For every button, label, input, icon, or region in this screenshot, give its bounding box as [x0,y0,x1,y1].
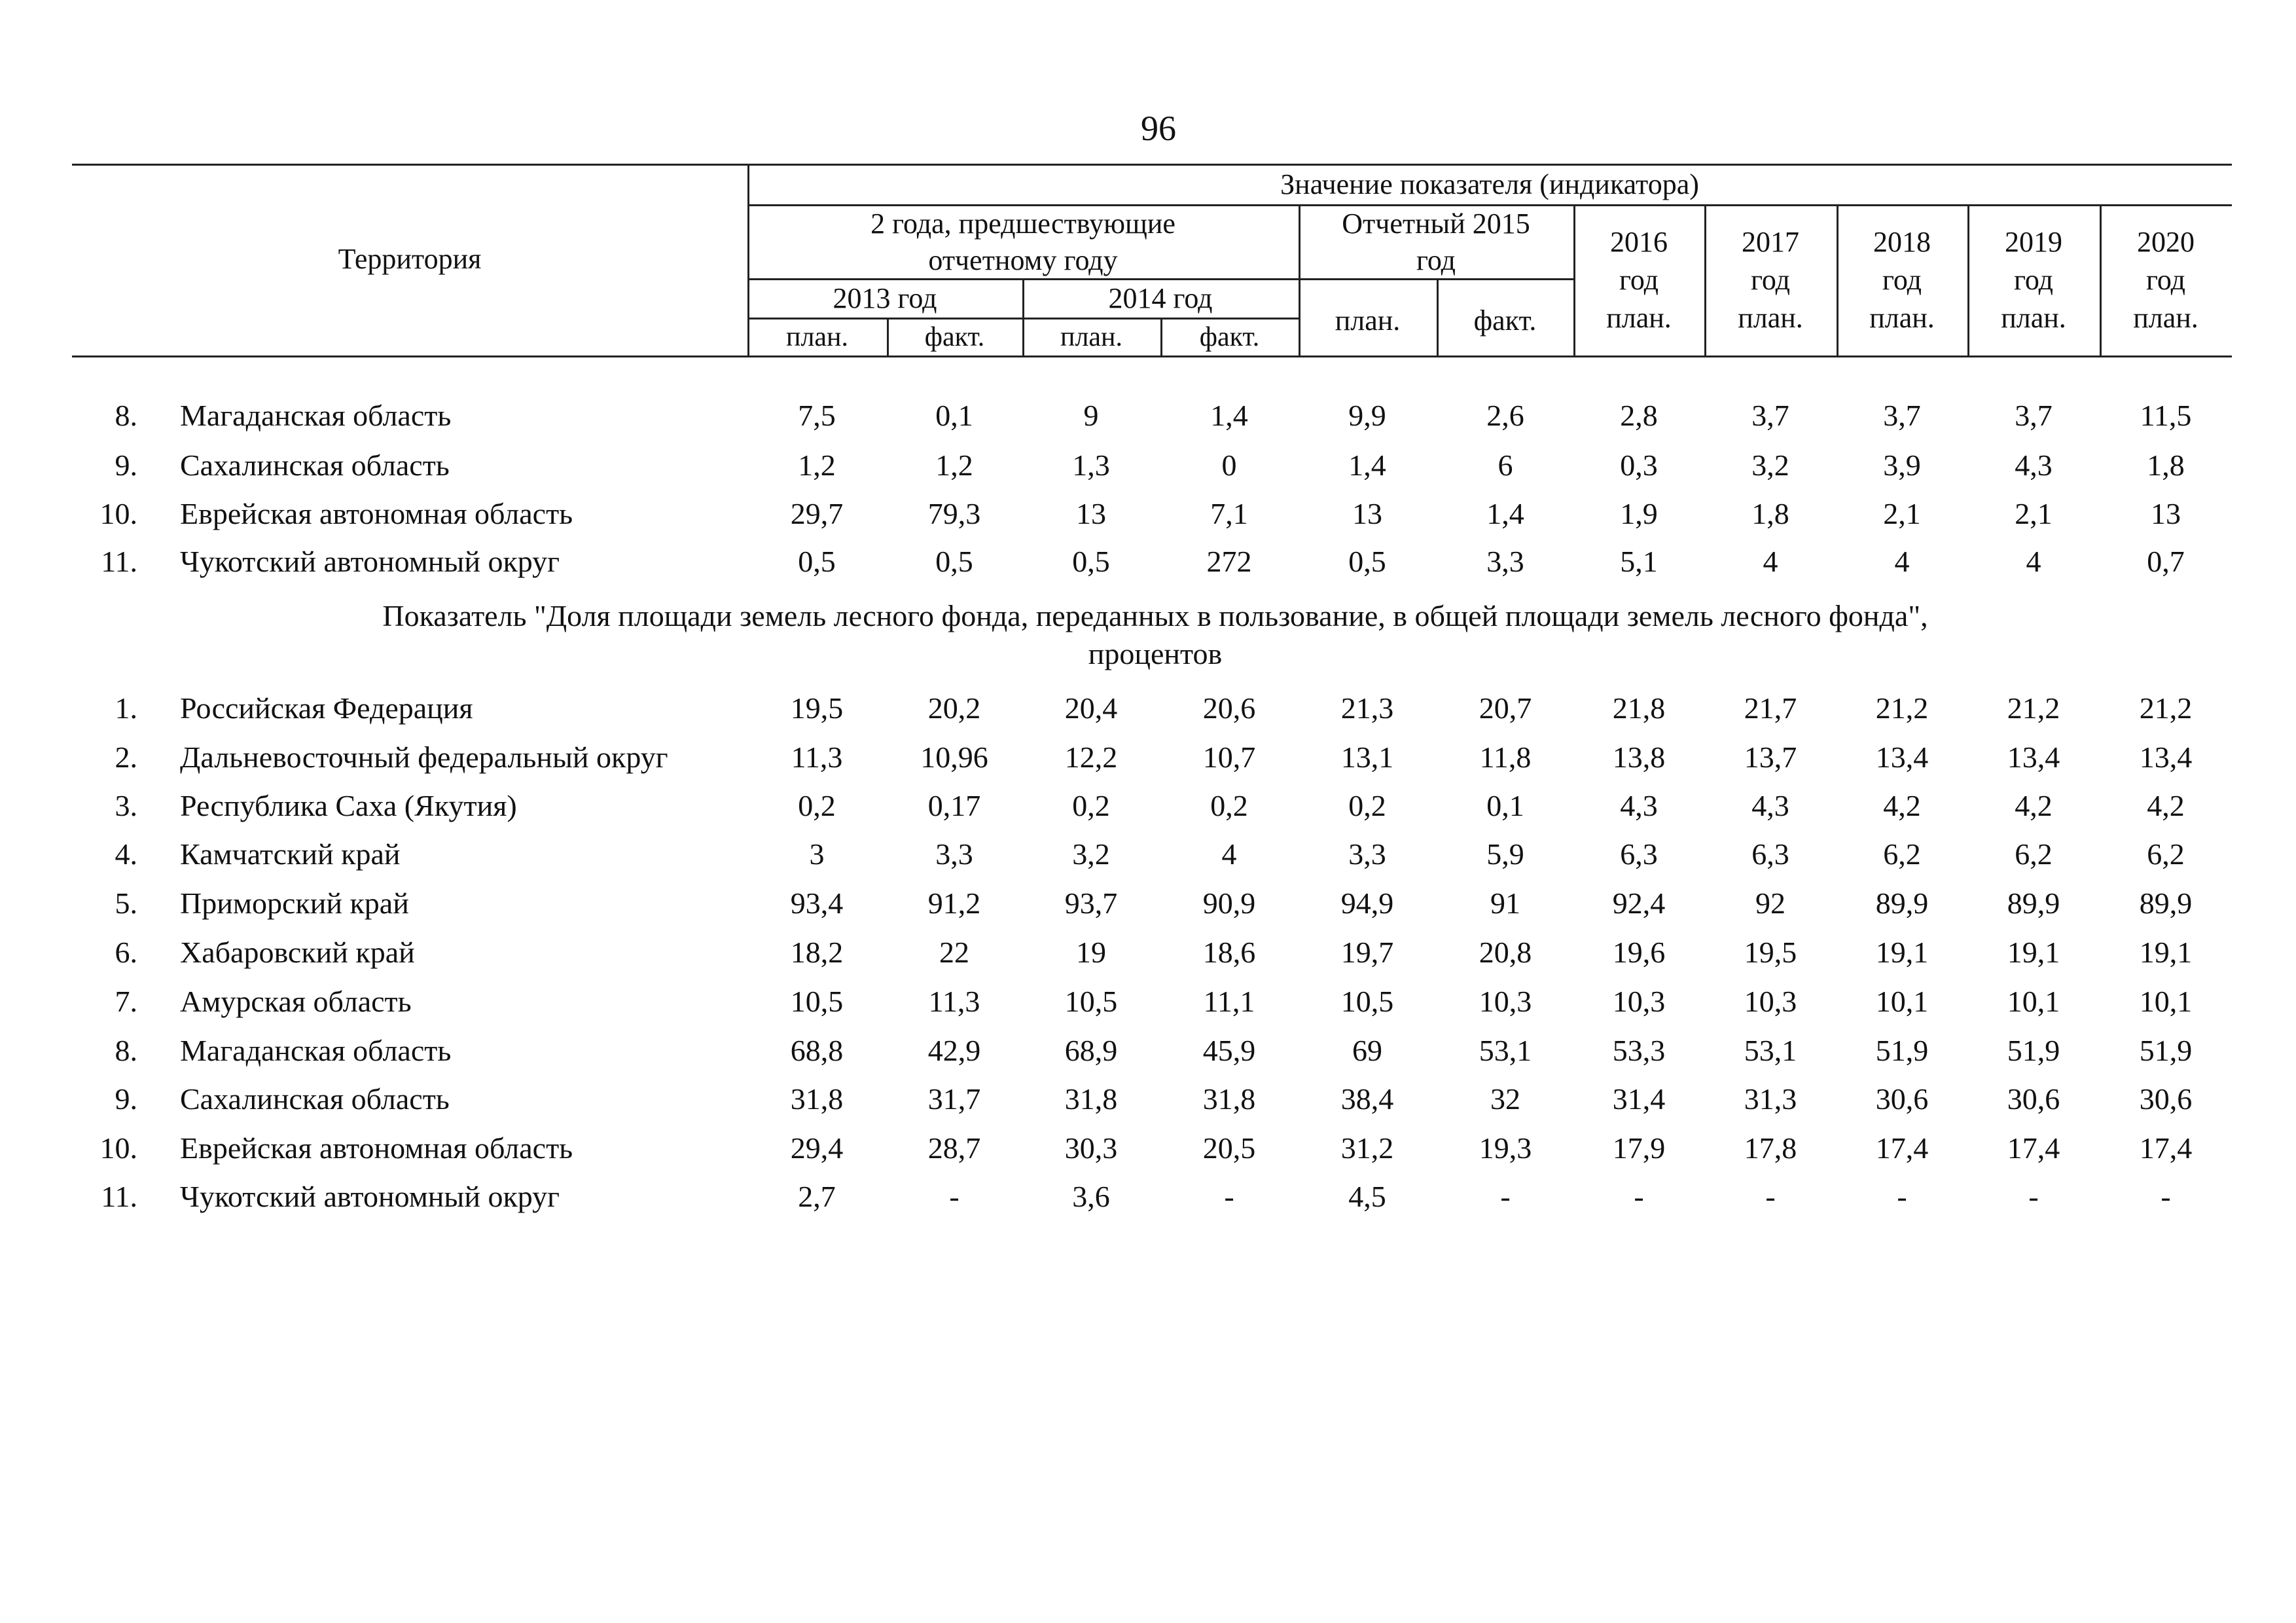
table-cell: 92 [1755,886,1785,920]
table-cell: 68,8 [790,1034,844,1067]
table-cell: 53,3 [1612,1034,1666,1067]
table-cell: 13 [1352,497,1382,530]
row-number: 10. [99,1131,137,1165]
table-cell: 4 [1221,837,1237,871]
table-cell: 89,9 [2139,886,2193,920]
page-number: 96 [1141,109,1176,148]
table-cell: 92,4 [1612,886,1666,920]
table-cell: 1,4 [1210,399,1248,432]
table-cell: 1,3 [1072,448,1110,482]
table-cell: 10,1 [2139,985,2193,1018]
territory-name: Российская Федерация [180,691,473,725]
table-cell: 53,1 [1744,1034,1797,1067]
table-cell: 12,2 [1064,740,1118,774]
territory-name: Республика Саха (Якутия) [180,789,517,822]
year-2020-header: 2020 [2137,226,2195,258]
table-cell: 31,8 [790,1082,844,1116]
table-cell: 0,5 [1072,545,1110,578]
reporting-year-header: год [1416,244,1456,276]
table-cell: 21,7 [1744,691,1797,725]
year-2016-header: год [1619,264,1659,296]
year-2016-header: 2016 [1610,226,1668,258]
table-cell: 11,3 [791,740,843,774]
table-cell: 4 [1763,545,1778,578]
table-cell: 4 [2026,545,2041,578]
table-cell: 53,1 [1479,1034,1532,1067]
table-cell: 6,2 [2015,837,2053,871]
section-title: Показатель "Доля площади земель лесного фонда, переданных в пользование, в общей площади земель лесного фонда", [382,599,1928,632]
row-number: 6. [115,936,137,969]
reporting-year-header: Отчетный 2015 [1342,208,1530,240]
table-cell: 4 [1894,545,1910,578]
territory-name: Сахалинская область [180,1082,450,1116]
territory-name: Магаданская область [180,1034,452,1067]
table-cell: 19,1 [2139,936,2193,969]
row-number: 4. [115,837,137,871]
table-cell: 2,1 [2015,497,2053,530]
table-cell: 10,3 [1479,985,1532,1018]
row-number: 1. [115,691,137,725]
territory-name: Чукотский автономный округ [180,545,560,578]
table-cell: 51,9 [1875,1034,1929,1067]
year-2020-header: план. [2133,302,2198,334]
table-cell: 21,2 [2007,691,2060,725]
table-cell: 19,1 [1875,936,1929,969]
table-cell: 0,2 [1348,789,1386,822]
table-cell: 21,8 [1612,691,1666,725]
table-cell: 2,7 [798,1180,836,1213]
table-cell: - [2028,1180,2039,1213]
table-cell: 21,2 [2139,691,2193,725]
row-number: 5. [115,886,137,920]
table-cell: 69 [1352,1034,1382,1067]
table-cell: 20,6 [1202,691,1256,725]
plan-header: план. [1060,322,1123,352]
row-number: 11. [101,1180,137,1213]
table-cell: 19,5 [1744,936,1797,969]
table-cell: 9,9 [1348,399,1386,432]
table-cell: 0,5 [1348,545,1386,578]
table-cell: 10,3 [1612,985,1666,1018]
territory-name: Чукотский автономный округ [180,1180,560,1213]
header-top-rule [72,164,2232,166]
table-cell: 6,3 [1620,837,1658,871]
table-cell: 3,2 [1751,448,1789,482]
table-cell: 2,8 [1620,399,1658,432]
table-cell: 31,8 [1064,1082,1118,1116]
table-cell: 28,7 [927,1131,981,1165]
table-cell: 51,9 [2007,1034,2060,1067]
table-cell: 0,5 [935,545,973,578]
table-cell: 21,3 [1340,691,1394,725]
table-cell: - [1765,1180,1776,1213]
year-2018-header: план. [1869,302,1935,334]
year-2017-header: 2017 [1742,226,1799,258]
year-2013-header: 2013 год [833,282,937,314]
table-cell: 4,2 [2015,789,2053,822]
table-cell: 17,9 [1612,1131,1666,1165]
table-cell: 31,7 [927,1082,981,1116]
plan-header: план. [1335,304,1401,337]
header-bottom-rule [72,356,2232,357]
row-number: 3. [115,789,137,822]
year-2018-header: год [1882,264,1922,296]
row-number: 8. [115,1034,137,1067]
territory-name: Камчатский край [180,837,401,871]
row-number: 8. [115,399,137,432]
table-cell: 13 [1076,497,1106,530]
table-cell: 19,5 [790,691,844,725]
table-cell: 0,17 [927,789,981,822]
table-cell: 1,4 [1486,497,1524,530]
table-cell: 13,4 [2007,740,2060,774]
table-cell: 18,6 [1202,936,1256,969]
table-cell: 30,6 [1875,1082,1929,1116]
table-cell: 18,2 [790,936,844,969]
table-cell: 0 [1221,448,1237,482]
table-cell: 22 [939,936,969,969]
year-2017-header: план. [1738,302,1803,334]
table-cell: 19,7 [1340,936,1394,969]
table-cell: 3,3 [935,837,973,871]
table-cell: 17,4 [1875,1131,1929,1165]
territory-name: Магаданская область [180,399,452,432]
table-cell: 10,3 [1744,985,1797,1018]
table-cell: 13,8 [1612,740,1666,774]
table-cell: 5,1 [1620,545,1658,578]
table-cell: 4,2 [1883,789,1921,822]
table-cell: 6 [1498,448,1513,482]
table-cell: 0,2 [1072,789,1110,822]
table-cell: 1,2 [935,448,973,482]
table-cell: 3,2 [1072,837,1110,871]
table-cell: 30,6 [2139,1082,2193,1116]
table-cell: 0,1 [1486,789,1524,822]
table-cell: 10,7 [1202,740,1256,774]
table-cell: 1,8 [1751,497,1789,530]
table-cell: 7,5 [798,399,836,432]
table-cell: 13,4 [2139,740,2193,774]
table-cell: 0,1 [935,399,973,432]
table-cell: 94,9 [1340,886,1394,920]
table-cell: 20,7 [1479,691,1532,725]
table-cell: 10,1 [1875,985,1929,1018]
table-cell: 1,8 [2147,448,2185,482]
table-cell: 29,4 [790,1131,844,1165]
territory-name: Хабаровский край [180,936,415,969]
table-cell: 17,4 [2139,1131,2193,1165]
table-cell: - [1897,1180,1907,1213]
year-2016-header: план. [1606,302,1672,334]
table-cell: 21,2 [1875,691,1929,725]
table-cell: 30,3 [1064,1131,1118,1165]
table-cell: 19 [1076,936,1106,969]
table-cell: 11,3 [928,985,980,1018]
table-cell: 91 [1490,886,1520,920]
table-cell: 4,5 [1348,1180,1386,1213]
table-cell: 4,3 [1751,789,1789,822]
territory-name: Амурская область [180,985,412,1018]
table-cell: 0,2 [798,789,836,822]
table-cell: 6,2 [2147,837,2185,871]
prev-years-header: отчетному году [928,244,1118,276]
table-cell: 45,9 [1202,1034,1256,1067]
indicator-value-header: Значение показателя (индикатора) [1280,168,1699,200]
table-cell: 42,9 [927,1034,981,1067]
table-cell: 11,5 [2140,399,2192,432]
section-title: процентов [1088,637,1223,670]
table-cell: 0,2 [1210,789,1248,822]
row-number: 11. [101,545,137,578]
table-cell: 2,6 [1486,399,1524,432]
table-cell: 17,4 [2007,1131,2060,1165]
table-cell: 3 [809,837,825,871]
table-cell: 68,9 [1064,1034,1118,1067]
year-2018-header: 2018 [1873,226,1931,258]
table-cell: 9 [1083,399,1099,432]
table-cell: 79,3 [927,497,981,530]
territory-name: Еврейская автономная область [180,497,573,530]
table-cell: - [949,1180,960,1213]
table-cell: 1,9 [1620,497,1658,530]
table-cell: 3,9 [1883,448,1921,482]
table-cell: 4,3 [2015,448,2053,482]
territory-name: Приморский край [180,886,409,920]
table-cell: 13,1 [1340,740,1394,774]
table-cell: 6,3 [1751,837,1789,871]
table-cell: 2,1 [1883,497,1921,530]
table-cell: 30,6 [2007,1082,2060,1116]
table-cell: 31,8 [1202,1082,1256,1116]
table-cell: 3,3 [1486,545,1524,578]
table-cell: 20,2 [927,691,981,725]
table-cell: 3,6 [1072,1180,1110,1213]
territory-name: Дальневосточный федеральный округ [180,740,668,774]
table-cell: 7,1 [1210,497,1248,530]
table-cell: 6,2 [1883,837,1921,871]
table-cell: 32 [1490,1082,1520,1116]
table-cell: 3,7 [1751,399,1789,432]
table-cell: 0,5 [798,545,836,578]
table-cell: 1,4 [1348,448,1386,482]
table-cell: 10,1 [2007,985,2060,1018]
table-cell: - [2161,1180,2171,1213]
table-cell: 31,4 [1612,1082,1666,1116]
table-cell: - [1634,1180,1644,1213]
table-cell: 38,4 [1340,1082,1394,1116]
table-cell: 3,7 [1883,399,1921,432]
table-cell: 31,2 [1340,1131,1394,1165]
row-number: 9. [115,1082,137,1116]
territory-name: Сахалинская область [180,448,450,482]
table-cell: 89,9 [1875,886,1929,920]
table-cell: 20,8 [1479,936,1532,969]
table-cell: 19,3 [1479,1131,1532,1165]
table-cell: 4,2 [2147,789,2185,822]
fact-header: факт. [1199,322,1260,352]
table-cell: - [1224,1180,1234,1213]
table-cell: 272 [1206,545,1252,578]
table-cell: 19,6 [1612,936,1666,969]
table-cell: 5,9 [1486,837,1524,871]
row-number: 9. [115,448,137,482]
table-cell: 93,4 [790,886,844,920]
table-cell: 13 [2151,497,2181,530]
table-cell: 0,7 [2147,545,2185,578]
year-2017-header: год [1750,264,1791,296]
row-number: 10. [99,497,137,530]
table-cell: 20,4 [1064,691,1118,725]
prev-years-header: 2 года, предшествующие [870,208,1175,240]
territory-name: Еврейская автономная область [180,1131,573,1165]
table-cell: 4,3 [1620,789,1658,822]
table-cell: 0,3 [1620,448,1658,482]
table-cell: 93,7 [1064,886,1118,920]
table-cell: 51,9 [2139,1034,2193,1067]
table-cell: 31,3 [1744,1082,1797,1116]
year-2019-header: год [2013,264,2054,296]
row-number: 2. [115,740,137,774]
year-2019-header: план. [2001,302,2066,334]
table-cell: 11,1 [1203,985,1255,1018]
year-2019-header: 2019 [2005,226,2062,258]
fact-header: факт. [1473,304,1537,337]
fact-header: факт. [924,322,985,352]
plan-header: план. [785,322,849,352]
table-cell: 10,5 [1064,985,1118,1018]
territory-header: Территория [338,243,482,275]
year-2014-header: 2014 год [1108,282,1213,314]
table-cell: 90,9 [1202,886,1256,920]
table-cell: 3,3 [1348,837,1386,871]
table-cell: 29,7 [790,497,844,530]
table-cell: 13,4 [1875,740,1929,774]
row-number: 7. [115,985,137,1018]
table-cell: 91,2 [927,886,981,920]
table-cell: 11,8 [1479,740,1532,774]
year-2020-header: год [2145,264,2186,296]
table-cell: 10,5 [1340,985,1394,1018]
table-cell: - [1500,1180,1511,1213]
table-cell: 10,96 [920,740,988,774]
table-cell: 19,1 [2007,936,2060,969]
table-cell: 89,9 [2007,886,2060,920]
table-cell: 13,7 [1744,740,1797,774]
table-cell: 10,5 [790,985,844,1018]
table-cell: 20,5 [1202,1131,1256,1165]
table-cell: 1,2 [798,448,836,482]
table-cell: 3,7 [2015,399,2053,432]
table-cell: 17,8 [1744,1131,1797,1165]
